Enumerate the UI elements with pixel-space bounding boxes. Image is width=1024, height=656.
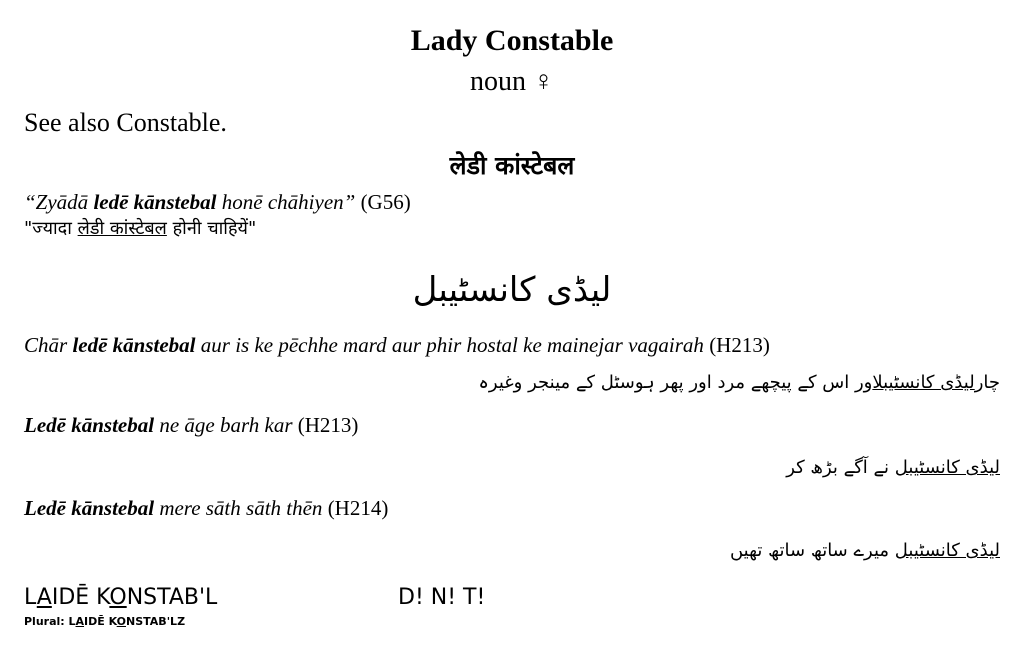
usage-flags: D! N! T! bbox=[398, 585, 486, 610]
example-1-term: ledē kānstebal bbox=[93, 190, 217, 214]
plural-part-2: IDĒ K bbox=[84, 615, 117, 628]
example-2-ur-pre: چار bbox=[974, 372, 1000, 393]
example-1-post: honē chāhiyen” bbox=[216, 190, 356, 214]
pron-stress-2: O bbox=[109, 585, 127, 610]
example-4-post: mere sāth sāth thēn bbox=[154, 496, 323, 520]
example-4-ur-post: میرے ساتھ ساتھ تھیں bbox=[729, 540, 895, 561]
example-4-urdu bbox=[730, 540, 1000, 561]
example-3-ur-post: نے آگے بڑھ کر bbox=[786, 457, 895, 478]
example-3-urdu bbox=[786, 457, 1000, 478]
pronunciation bbox=[24, 585, 217, 610]
example-4-ur-term: لیڈی کانسٹیبل bbox=[894, 540, 1000, 561]
example-1-ref: (G56) bbox=[355, 190, 411, 214]
urdu-headword: لیڈی کانسٹیبل bbox=[412, 270, 612, 310]
part-of-speech: noun ♀ bbox=[470, 66, 554, 97]
pron-part-2: IDĒ K bbox=[51, 585, 110, 610]
headword: Lady Constable bbox=[410, 24, 614, 57]
example-2-urdu bbox=[478, 372, 1000, 393]
pron-part-1: L bbox=[24, 585, 37, 610]
devanagari-headword: लेडी कांस्टेबल bbox=[449, 151, 575, 180]
plural-form bbox=[24, 615, 185, 628]
example-3-ref: (H213) bbox=[292, 413, 359, 437]
example-4-term: Ledē kānstebal bbox=[24, 496, 155, 520]
plural-part-3: NSTAB'LZ bbox=[126, 615, 186, 628]
example-1-citation bbox=[24, 190, 411, 215]
example-3-post: ne āge barh kar bbox=[154, 413, 293, 437]
example-2-term: ledē kānstebal bbox=[72, 333, 196, 357]
example-4-citation bbox=[24, 496, 388, 521]
pron-stress-1: A bbox=[36, 585, 52, 610]
example-3-ur-term: لیڈی کانسٹیبل bbox=[894, 457, 1000, 478]
plural-part-1: Plural: L bbox=[24, 615, 76, 628]
example-1-dev-post: होनी चाहियें" bbox=[166, 218, 257, 239]
example-2-post: aur is ke pēchhe mard aur phir hostal ke mainejar vagairah bbox=[195, 333, 704, 357]
example-1-devanagari bbox=[24, 216, 256, 240]
example-4-ref: (H214) bbox=[322, 496, 389, 520]
example-2-ur-term: لیڈی کانسٹیبل bbox=[872, 372, 975, 393]
example-1-dev-pre: "ज्यादा bbox=[24, 218, 78, 239]
example-1-pre: “Zyādā bbox=[24, 190, 94, 214]
example-2-citation bbox=[24, 333, 770, 358]
see-also: See also Constable. bbox=[24, 108, 227, 137]
example-3-citation bbox=[24, 413, 358, 438]
example-3-term: Ledē kānstebal bbox=[24, 413, 155, 437]
example-1-dev-term: लेडी कांस्टेबल bbox=[77, 218, 167, 239]
pron-part-3: NSTAB'L bbox=[126, 585, 218, 610]
plural-stress-1: A bbox=[75, 615, 85, 628]
example-2-ref: (H213) bbox=[703, 333, 770, 357]
example-2-ur-post: اور اس کے پیچھے مرد اور پھر ہوسٹل کے مینجر وغیرہ bbox=[478, 372, 873, 393]
example-2-pre: Chār bbox=[24, 333, 73, 357]
plural-stress-2: O bbox=[116, 615, 127, 628]
